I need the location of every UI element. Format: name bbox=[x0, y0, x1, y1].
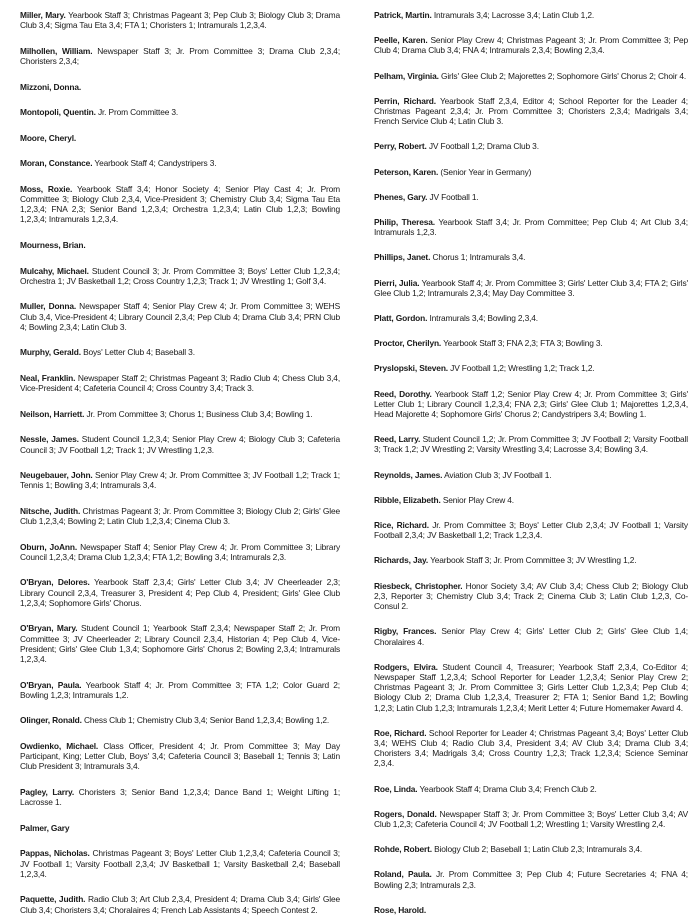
senior-activities: Radio Club 3; Art Club 2,3,4, President 4; Drama Club 3,4; Girls' Glee Club 3,4; Choristers 3,4; Choralaires 4; French Lab Assistants 4; Speech Contest 2. bbox=[20, 894, 341, 915]
senior-entry bbox=[374, 71, 688, 81]
senior-activities: Student Council 3; Jr. Prom Committee 3; Boys' Letter Club 1,2,3,4; Orchestra 1; JV Basketball 1,2; Cross Country 1,2,3; Track 1; JV Wrestling 1; Golf 3,4. bbox=[20, 265, 340, 286]
senior-entry bbox=[20, 10, 340, 30]
senior-name: Milhollen, William. bbox=[20, 45, 93, 56]
senior-name: Patrick, Martin. bbox=[374, 10, 432, 20]
senior-entry bbox=[20, 133, 340, 143]
senior-name: Phenes, Gary. bbox=[374, 191, 428, 202]
senior-activities: Jr. Prom Committee 3; Boys' Letter Club 2,3,4; JV Football 1; Varsity Football 2,3,4; JV Basketball 1,2; Track 1,2,3,4. bbox=[374, 520, 688, 541]
senior-entry bbox=[20, 184, 340, 225]
senior-entry bbox=[374, 728, 688, 769]
senior-entry bbox=[20, 680, 340, 700]
senior-activities: Yearbook Staff 3; Jr. Prom Committee 3; JV Wrestling 1,2. bbox=[430, 555, 637, 566]
senior-activities: Boys' Letter Club 4; Baseball 3. bbox=[83, 347, 195, 358]
senior-entry bbox=[374, 167, 688, 177]
senior-activities: Student Council 1,2,3,4; Senior Play Crew 4; Biology Club 3; Cafeteria Council 3; JV Football 1,2; Track 1; JV Wrestling 1,2,3. bbox=[20, 434, 340, 455]
senior-entry bbox=[20, 409, 340, 419]
senior-name: Rose, Harold. bbox=[374, 904, 427, 915]
senior-name: O'Bryan, Delores. bbox=[20, 577, 90, 588]
senior-name: Pagley, Larry. bbox=[20, 786, 75, 797]
senior-name: Peelle, Karen. bbox=[374, 35, 428, 46]
senior-activities: Newspaper Staff 4; Senior Play Crew 4; Jr. Prom Committee 3; Library Council 1,2,3,4; Drama Club 1,2,3,4; FTA 1,2; Bowling 3,4; Intramurals 2,3. bbox=[20, 541, 340, 562]
senior-entry bbox=[20, 470, 340, 490]
senior-name: Reed, Dorothy. bbox=[374, 388, 432, 399]
senior-entry bbox=[20, 347, 340, 357]
senior-name: Miller, Mary. bbox=[20, 10, 66, 20]
senior-activities: Senior Play Crew 4; Jr. Prom Committee 3; JV Football 1,2; Track 1; Tennis 1; Bowling 3,4; Intramurals 3,4. bbox=[20, 470, 340, 491]
senior-entry bbox=[20, 301, 340, 332]
senior-entry bbox=[374, 555, 688, 565]
senior-name: Neugebauer, John. bbox=[20, 470, 93, 481]
senior-name: Mizzoni, Donna. bbox=[20, 81, 82, 92]
senior-activities: Yearbook Staff 2,3,4; Girls' Letter Club 3,4; JV Cheerleader 2,3; Library Council 2,3,4, Treasurer 3, President 4; Pep Club 4, President; Girls' Glee Club 1,2,3,4; Sophomore Girls' Chorus. bbox=[20, 577, 340, 608]
senior-entry bbox=[374, 434, 688, 454]
senior-activities: Student Council 1,2; Jr. Prom Committee 3; JV Football 2; Varsity Football 3; Track 1,2; JV Wrestling 2; Varsity Wrestling 3,4; Lacrosse 3,4; Bowling 3,4. bbox=[374, 434, 688, 455]
senior-entry bbox=[374, 313, 688, 323]
senior-activities: Chess Club 1; Chemistry Club 3,4; Senior Band 1,2,3,4; Bowling 1,2. bbox=[84, 715, 330, 726]
senior-entry bbox=[374, 520, 688, 540]
senior-activities: JV Football 1,2; Wrestling 1,2; Track 1,2. bbox=[450, 363, 595, 374]
senior-activities: Honor Society 3,4; AV Club 3,4; Chess Club 2; Biology Club 2,3, Reporter 3; Chemistry Club 3,4; Track 2; Cinema Club 3; Latin Club 1,2,3, Co-Consul 2. bbox=[374, 580, 689, 612]
senior-name: Nessle, James. bbox=[20, 434, 79, 445]
senior-name: Paquette, Judith. bbox=[20, 894, 86, 905]
senior-name: Perrin, Richard. bbox=[374, 95, 436, 106]
senior-activities: Newspaper Staff 4; Senior Play Crew 4; Jr. Prom Committee 3; WEHS Club 3,4, Vice-President 4; Library Council 2,3,4; Pep Club 4; Drama Club 3,4; PRN Club 4; Bowling 2,3,4; Latin Club 3. bbox=[20, 301, 341, 332]
senior-entry bbox=[374, 192, 688, 202]
senior-entry bbox=[374, 495, 688, 505]
senior-name: Pelham, Virginia. bbox=[374, 70, 439, 81]
senior-activities: Chorus 1; Intramurals 3,4. bbox=[432, 252, 526, 263]
senior-entry bbox=[20, 266, 340, 286]
left-column bbox=[20, 10, 340, 915]
senior-name: Palmer, Gary bbox=[20, 822, 70, 833]
senior-activities: Jr. Prom Committee 3; Pep Club 4; Future Secretaries 4; FNA 4; Bowling 2,3; Intramurals 2,3. bbox=[374, 869, 688, 890]
senior-name: Roe, Linda. bbox=[374, 783, 418, 794]
senior-activities: Biology Club 2; Baseball 1; Latin Club 2,3; Intramurals 3,4. bbox=[434, 844, 643, 855]
senior-entry bbox=[374, 10, 688, 20]
senior-activities: Yearbook Staff 3; FNA 2,3; FTA 3; Bowling 3. bbox=[443, 338, 603, 349]
senior-activities: School Reporter for Leader 4; Christmas Pageant 3,4; Boys' Letter Club 3,4; WEHS Club 4; Radio Club 3,4, President 3,4; AV Club 3,4; Drama Club 3,4; Choristers 3,4; Madrigals 3,4; Cross Country 1,2,3; Track 1,2,3,4; Science Seminar 2,3,4. bbox=[374, 727, 688, 769]
senior-name: Peterson, Karen. bbox=[374, 166, 439, 177]
senior-name: Moore, Cheryl. bbox=[20, 132, 77, 143]
senior-entry bbox=[374, 844, 688, 854]
senior-entry bbox=[374, 278, 688, 298]
senior-entry bbox=[374, 252, 688, 262]
senior-activities: Yearbook Staff 4; Candystripers 3. bbox=[94, 158, 217, 169]
senior-name: Richards, Jay. bbox=[374, 555, 429, 566]
senior-entry bbox=[374, 96, 688, 127]
senior-activities: Christmas Pageant 3; Jr. Prom Committee 3; Biology Club 2; Girls' Glee Club 1,2,3,4; Bowling 2; Latin Club 1,2,3,4; Cinema Club 3. bbox=[20, 505, 340, 527]
senior-entry bbox=[374, 363, 688, 373]
senior-name: Muller, Donna. bbox=[20, 301, 77, 312]
senior-activities: Student Council 4, Treasurer; Yearbook Staff 2,3,4, Co-Editor 4; Newspaper Staff 1,2,3,4; School Reporter for Leader 1,2,3,4; Senior Play Crew 2; Christmas Pageant 3; Jr. Prom Committee 3; Girls Letter Club 1,2,3,4; Pep Club 4; Biology Club 2; Drama Club 1,2,3,4, Treasurer 2; FTA 1; Senior Band 1,2; Bowling 1,2,3; Latin Club 1,2,3; Intramurals 1,2,3,4; Merit Letter 4; Future Homemaker Award 4. bbox=[374, 661, 688, 713]
senior-name: Riesbeck, Christopher. bbox=[374, 580, 463, 591]
senior-entry bbox=[20, 542, 340, 562]
senior-name: Moss, Roxie. bbox=[20, 183, 73, 194]
senior-entry bbox=[374, 338, 688, 348]
senior-entry bbox=[374, 809, 688, 829]
senior-activities: JV Football 1. bbox=[429, 191, 479, 202]
senior-entry bbox=[20, 373, 340, 393]
senior-entry bbox=[20, 158, 340, 168]
senior-entry bbox=[20, 506, 340, 526]
senior-activities: Newspaper Staff 3; Jr. Prom Committee 3; Drama Club 2,3,4; Choristers 2,3,4; bbox=[20, 45, 340, 66]
senior-activities: Class Officer, President 4; Jr. Prom Committee 3; May Day Participant, King; Letter Club, Boys' 3,4; Cafeteria Council 3; Baseball 1; Tennis 3; Latin Club President 3; Intramurals 3,4. bbox=[20, 741, 340, 772]
senior-name: O'Bryan, Paula. bbox=[20, 679, 82, 690]
senior-activities: Choristers 3; Senior Band 1,2,3,4; Dance Band 1; Weight Lifting 1; Lacrosse 1. bbox=[20, 786, 340, 808]
senior-name: Neilson, Harriett. bbox=[20, 408, 85, 419]
senior-name: Philip, Theresa. bbox=[374, 217, 435, 228]
senior-name: Oburn, JoAnn. bbox=[20, 541, 78, 552]
senior-entry bbox=[374, 662, 688, 713]
senior-activities: Yearbook Staff 3; Christmas Pageant 3; Pep Club 3; Biology Club 3; Drama Club 3,4; Sigma Tau Eta 3,4; FTA 1; Choristers 1; Intramurals 1,2,3,4. bbox=[20, 10, 341, 31]
senior-name: Rodgers, Elvira. bbox=[374, 661, 438, 672]
senior-entry bbox=[20, 107, 340, 117]
senior-entry bbox=[374, 141, 688, 151]
senior-activities: Jr. Prom Committee 3. bbox=[97, 107, 179, 118]
senior-entry bbox=[20, 240, 340, 250]
senior-activities: Yearbook Staff 2,3,4, Editor 4; School Reporter for the Leader 4; Christmas Pageant 2,3,4; Jr. Prom Committee 3; Choristers 2,3,4; Madrigals 3,4; French Service Club 4; Latin Club 3. bbox=[374, 95, 688, 127]
senior-name: Perry, Robert. bbox=[374, 141, 427, 152]
senior-activities: Aviation Club 3; JV Football 1. bbox=[444, 469, 552, 480]
senior-entry bbox=[374, 626, 688, 646]
senior-name: Mourness, Brian. bbox=[20, 240, 86, 251]
senior-activities: Intramurals 3,4; Bowling 2,3,4. bbox=[429, 313, 538, 324]
senior-activities: Christmas Pageant 3; Boys' Letter Club 1,2,3,4; Cafeteria Council 3; JV Football 1; Varsity Football 2,3,4; JV Basketball 1; Varsity Basketball 2,4; Baseball 1,2,3,4. bbox=[20, 848, 340, 879]
senior-name: Roe, Richard. bbox=[374, 727, 427, 738]
senior-activities: Yearbook Staff 4; Jr. Prom Committee 3; Girls' Letter Club 3,4; FTA 2; Girls' Glee Club 1,2; Intramurals 2,3,4; May Day Committee 3. bbox=[374, 277, 688, 298]
senior-name: Proctor, Cherilyn. bbox=[374, 338, 442, 349]
senior-activities: Girls' Glee Club 2; Majorettes 2; Sophomore Girls' Chorus 2; Choir 4. bbox=[440, 70, 687, 81]
senior-name: Reynolds, James. bbox=[374, 469, 443, 480]
senior-entry bbox=[374, 217, 688, 237]
right-column bbox=[374, 10, 688, 915]
senior-name: Pryslopski, Steven. bbox=[374, 363, 448, 374]
senior-entry bbox=[20, 823, 340, 833]
senior-name: Murphy, Gerald. bbox=[20, 347, 81, 358]
senior-activities: Senior Play Crew 4. bbox=[442, 494, 514, 505]
senior-name: Nitsche, Judith. bbox=[20, 505, 81, 516]
senior-entry bbox=[20, 741, 340, 772]
senior-activities: Yearbook Staff 3,4; Jr. Prom Committee; Pep Club 4; Art Club 3,4; Intramurals 1,2,3. bbox=[374, 217, 688, 238]
senior-activities: Yearbook Staff 4; Drama Club 3,4; French Club 2. bbox=[419, 783, 597, 794]
senior-name: Neal, Franklin. bbox=[20, 372, 76, 383]
senior-entry bbox=[374, 869, 688, 889]
senior-activities: Yearbook Staff 3,4; Honor Society 4; Senior Play Cast 4; Jr. Prom Committee 3; Biology Club 2,3,4, Vice-President 3; Chemistry Club 3,4; Sigma Tau Eta 1,2,3,4; FNA 2,3; Senior Band 1,2,3,4; Orchestra 1,2,3,4; Latin Club 1,2,3; Bowling 1,2,3,4; Intramurals 1,2,3,4. bbox=[20, 183, 340, 225]
senior-entry bbox=[20, 848, 340, 879]
senior-entry bbox=[374, 581, 688, 612]
senior-entry bbox=[374, 35, 688, 55]
senior-entry bbox=[20, 82, 340, 92]
senior-activities: Newspaper Staff 3; Jr. Prom Committee 3; Boys' Letter Club 3,4; AV Club 1,2,3; Cafeteria Council 4; JV Football 1,2; Wrestling 1; Varsity Wrestling 2,4. bbox=[374, 808, 688, 829]
senior-name: Mulcahy, Michael. bbox=[20, 265, 89, 276]
senior-name: Owdienko, Michael. bbox=[20, 741, 99, 751]
senior-name: Rogers, Donald. bbox=[374, 808, 437, 819]
senior-entry bbox=[20, 715, 340, 725]
senior-name: Platt, Gordon. bbox=[374, 313, 428, 324]
senior-name: Reed, Larry. bbox=[374, 434, 421, 445]
senior-name: Rice, Richard. bbox=[374, 520, 429, 531]
senior-entry bbox=[374, 905, 688, 915]
senior-activities: Yearbook Staff 4; Jr. Prom Committee 3; FTA 1,2; Color Guard 2; Bowling 1,2,3; Intramurals 1,2. bbox=[20, 679, 340, 700]
senior-entry bbox=[20, 894, 340, 914]
senior-activities: Jr. Prom Committee 3; Chorus 1; Business Club 3,4; Bowling 1. bbox=[86, 408, 313, 419]
senior-entry bbox=[20, 46, 340, 66]
senior-activities: Student Council 1; Yearbook Staff 2,3,4; Newspaper Staff 2; Jr. Prom Committee 3; JV Cheerleader 2; Library Council 2,3,4, Historian 4; Pep Club 4, Vice-President; Girls' Glee Club 1,3,4; Sophomore Girls' Chorus 2; Bowling 2,3,4; Intramurals 1,2,3,4. bbox=[20, 623, 340, 665]
senior-entry bbox=[374, 784, 688, 794]
senior-activities: JV Football 1,2; Drama Club 3. bbox=[428, 141, 539, 152]
senior-name: Pappas, Nicholas. bbox=[20, 848, 90, 859]
senior-entry bbox=[20, 577, 340, 608]
senior-name: O'Bryan, Mary. bbox=[20, 623, 78, 634]
senior-name: Moran, Constance. bbox=[20, 158, 93, 169]
senior-entry bbox=[20, 787, 340, 807]
senior-activities: Newspaper Staff 2; Christmas Pageant 3; Radio Club 4; Chess Club 3,4, Vice-President 4; Cafeteria Council 4; Cross Country 3,4; Track 3. bbox=[20, 372, 340, 394]
senior-entry bbox=[20, 623, 340, 664]
senior-name: Olinger, Ronald. bbox=[20, 715, 82, 726]
senior-name: Ribble, Elizabeth. bbox=[374, 494, 441, 505]
senior-activities: (Senior Year in Germany) bbox=[440, 166, 532, 177]
senior-entry bbox=[374, 470, 688, 480]
senior-activities: Senior Play Crew 4; Christmas Pageant 3; Jr. Prom Committee 3; Pep Club 4; Drama Club 3,4; FNA 4; Intramurals 2,3,4; Bowling 2,3,4. bbox=[374, 35, 688, 56]
senior-activities: Intramurals 3,4; Lacrosse 3,4; Latin Club 1,2. bbox=[433, 10, 595, 20]
senior-name: Montopoli, Quentin. bbox=[20, 107, 96, 118]
senior-name: Pierri, Julia. bbox=[374, 277, 420, 288]
senior-name: Roland, Paula. bbox=[374, 869, 432, 880]
senior-entry bbox=[20, 434, 340, 454]
senior-activities: Senior Play Crew 4; Girls' Letter Club 2; Girls' Glee Club 1,4; Choralaires 4. bbox=[374, 626, 688, 647]
senior-name: Rohde, Robert. bbox=[374, 844, 432, 855]
senior-entry bbox=[374, 389, 688, 420]
senior-name: Rigby, Frances. bbox=[374, 626, 437, 637]
senior-name: Phillips, Janet. bbox=[374, 252, 431, 263]
senior-activities: Yearbook Staff 1,2; Senior Play Crew 4; Jr. Prom Committee 3; Girls' Letter Club 1; Library Council 1,2,3,4; FNA 2,3; Girls' Glee Club 1; Majorettes 1,2,3,4, Head Majorette 4; Sophomore Girls' Chorus 2; Candystripers 3,4; Bowling 1. bbox=[374, 388, 688, 420]
